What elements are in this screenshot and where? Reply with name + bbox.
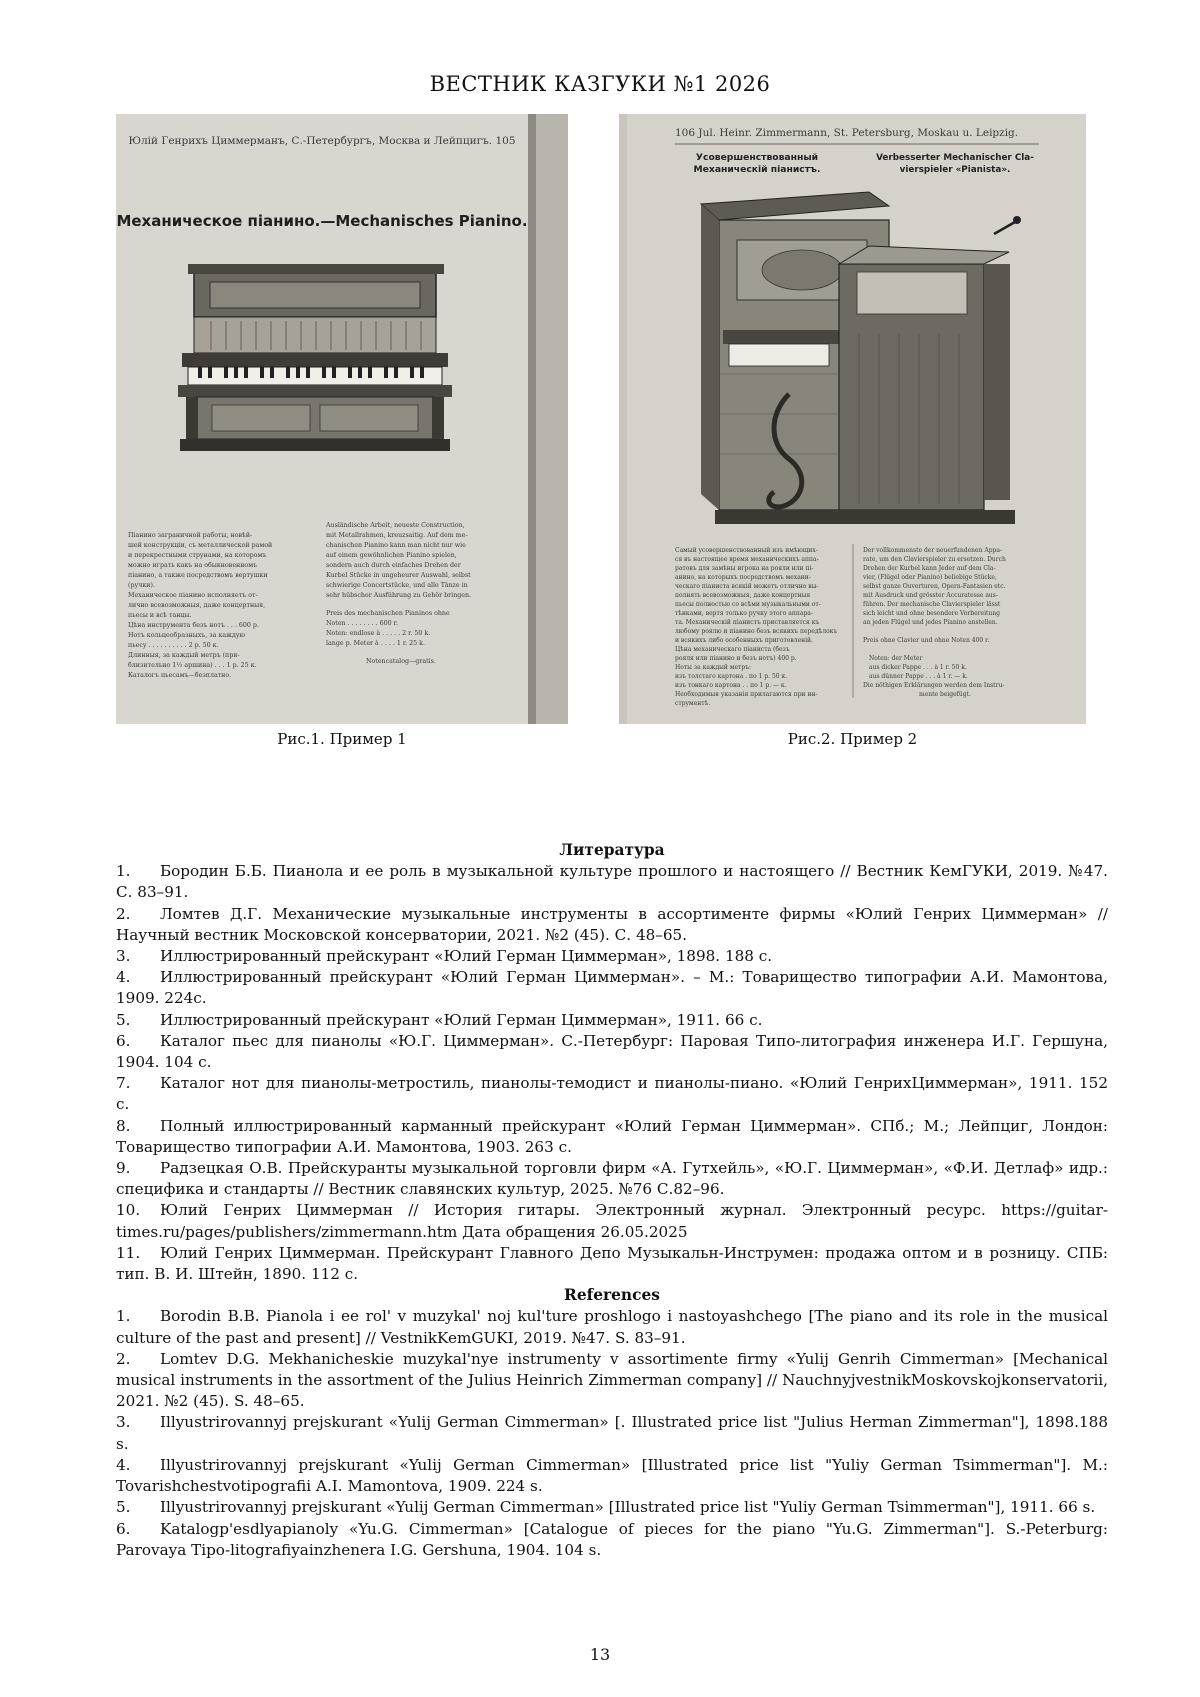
literature-item-text: Иллюстрированный прейскурант «Юлий Герман Циммерман», 1911. 66 с. [160, 1010, 763, 1029]
literature-item-number: 1. [116, 862, 131, 881]
literature-item-text: Ломтев Д.Г. Механические музыкальные инструменты в ассортименте фирмы «Юлий Генрих Циммерман» // Научный вестник Московской консерватории, 2021. №2 (45). С. 48–65. [116, 904, 1108, 944]
scan-running-head: Юлій Генрихъ Циммерманъ, С.-Петербургъ, Москва и Лейпцигъ. 105 [128, 135, 516, 147]
svg-text:можно играть какъ на обыкновен: можно играть какъ на обыкновенномъ [128, 562, 258, 569]
literature-item-text: Иллюстрированный прейскурант «Юлий Герман Циммерман». – М.: Товарищество типографии А.И. Мамонтова, 1909. 224с. [116, 968, 1108, 1008]
scan-title-russian-line-1: Усовершенствованный [695, 152, 819, 163]
svg-text:та. Механическій піанистъ прис: та. Механическій піанистъ приставляется къ [675, 619, 820, 626]
svg-text:Kurbel Stücke in ungeheurer Au: Kurbel Stücke in ungeheurer Auswahl, selbst [326, 572, 471, 579]
svg-text:lange p. Meter à . . . . 1 r.: lange p. Meter à . . . . 1 r. 25 k. [326, 640, 425, 647]
svg-text:піанино, а также посредствомъ: піанино, а также посредствомъ вертушки [128, 572, 268, 579]
reference-item-number: 1. [116, 1307, 131, 1326]
svg-text:Каталогъ пьесамъ—безплатно.: Каталогъ пьесамъ—безплатно. [128, 672, 232, 679]
reference-item-text: Lomtev D.G. Mekhanicheskie muzykal'nye instrumenty v assortimente firmy «Yulij Genrih Cimmerman» [Mechanical musical instruments in the assortment of the Julius Heinrich Zimmerman company] // NauchnyjvestnikMoskovskojkonservatorii, 2021. №2 (45). S. 48–65. [116, 1349, 1108, 1411]
figure-2-photo [619, 114, 1086, 724]
svg-text:Drehen der Kurbel kann Jeder a: Drehen der Kurbel kann Jeder auf dem Cla- [863, 565, 996, 572]
svg-text:Noten: der Meter: Noten: der Meter [869, 655, 923, 662]
svg-text:ческаго піаниста всякій можетъ: ческаго піаниста всякій можетъ отлично вы- [675, 583, 819, 590]
literature-item-text: Иллюстрированный прейскурант «Юлий Герман Циммерман», 1898. 188 с. [160, 947, 773, 966]
svg-text:Цѣна инструмента безъ нотъ . .: Цѣна инструмента безъ нотъ . . . 600 р. [128, 622, 259, 629]
page-fold-shadow [528, 114, 536, 724]
literature-item-number: 4. [116, 968, 131, 987]
svg-text:пьесу . . . . . . . . . . 2 р.: пьесу . . . . . . . . . . 2 р. 50 к. [128, 642, 219, 649]
svg-text:анино, на которыхъ посредством: анино, на которыхъ посредствомъ механи- [675, 574, 811, 581]
literature-item [116, 1158, 1108, 1200]
bibliography [116, 840, 1108, 1561]
svg-text:an jeden Flügel und jedes Pian: an jeden Flügel und jedes Pianino anstellen. [863, 619, 998, 626]
scan-title: Механическое піанино.—Mechanisches Pianino. [116, 212, 528, 230]
reference-item-number: 3. [116, 1413, 131, 1432]
svg-text:rate, um den Clavierspieler zu: rate, um den Clavierspieler zu ersetzen. Durch [863, 556, 1006, 563]
literature-item-text: Юлий Генрих Циммерман. Прейскурант Главного Депо Музыкальн-Инструмен: продажа оптом и в розницу. СПБ: тип. В. И. Штейн, 1890. 112 с. [116, 1243, 1108, 1284]
literature-item-number: 10. [116, 1201, 141, 1220]
svg-text:Noten . . . . . . . . 600 r.: Noten . . . . . . . . 600 r. [326, 620, 398, 627]
reference-item-text: Illyustrirovannyj prejskurant «Yulij German Cimmerman» [Illustrated price list "Yuliy German Tsimmerman"]. M.: Tovarishchestvotipografii A.I. Mamontova, 1909. 224 s. [116, 1455, 1108, 1496]
figure-2-caption: Рис.2. Пример 2 [787, 730, 918, 748]
literature-item-text: Полный иллюстрированный карманный прейскурант «Юлий Герман Циммерман». СПб.; М.; Лейпциг, Лондон: Товарищество типографии А.И. Мамонтова, 1903. 263 с. [116, 1116, 1108, 1156]
reference-item-number: 5. [116, 1498, 131, 1517]
svg-text:лично всевозможныя, даже конце: лично всевозможныя, даже концертныя, [128, 602, 266, 609]
reference-item-number: 6. [116, 1519, 131, 1538]
svg-text:sich leicht und ohne besondere: sich leicht und ohne besondere Vorbereitung [863, 610, 1000, 617]
svg-text:и перекрестными струнами, на к: и перекрестными струнами, на которомъ [128, 552, 267, 559]
svg-text:любому роялю и піанино безъ вс: любому роялю и піанино безъ всякихъ передѣлокъ [675, 628, 838, 635]
figures-row [116, 114, 1086, 804]
literature-item-text: Каталог нот для пианолы-метростиль, пианолы-темодист и пианолы-пиано. «Юлий ГенрихЦиммерман», 1911. 152 с. [116, 1074, 1108, 1114]
svg-text:vier, (Flügel oder Pianino) be: vier, (Flügel oder Pianino) beliebige Stücke, [863, 574, 997, 581]
journal-header: ВЕСТНИК КАЗГУКИ №1 2026 [429, 72, 771, 96]
svg-text:selbst ganze Ouverturen, Opern: selbst ganze Ouverturen, Opern-Fantasien etc. [863, 583, 1006, 590]
svg-text:Длинныя, за каждый метръ (при-: Длинныя, за каждый метръ (при- [128, 652, 240, 659]
reference-item-text: Illyustrirovannyj prejskurant «Yulij German Cimmerman» [. Illustrated price list "Julius Herman Zimmerman"], 1898.188 s. [116, 1413, 1108, 1453]
pianino-engraving [178, 264, 452, 451]
svg-text:sondern auch durch einfaches D: sondern auch durch einfaches Drehen der [326, 562, 461, 569]
reference-item-number: 4. [116, 1455, 131, 1474]
literature-item [116, 967, 1108, 1009]
reference-item [116, 1519, 1108, 1561]
literature-item-number: 6. [116, 1031, 131, 1050]
reference-item-text: Borodin B.B. Pianola i ee rol' v muzykal' noj kul'ture proshlogo i nastoyashchego [The piano and its role in the musical culture of the past and present] // VestnikKemGUKI, 2019. №47. S. 83–91. [116, 1307, 1108, 1347]
literature-item-number: 11. [116, 1243, 141, 1262]
literature-heading: Литература [559, 841, 665, 859]
svg-text:auf einem gewöhnlichen Pianino: auf einem gewöhnlichen Pianino spielen, [326, 552, 457, 559]
reference-item [116, 1455, 1108, 1497]
svg-text:mit Metallrahmen, kreuzsaitig.: mit Metallrahmen, kreuzsaitig. Auf dem me- [326, 532, 468, 539]
svg-text:aus dünner Pappe . . . à 1 r.: aus dünner Pappe . . . à 1 r. — k. [869, 673, 968, 680]
svg-text:пьесы и всѣ танцы.: пьесы и всѣ танцы. [128, 612, 192, 619]
literature-item [116, 1010, 1108, 1031]
literature-item-number: 8. [116, 1116, 131, 1135]
literature-item [116, 1031, 1108, 1073]
literature-item-number: 3. [116, 947, 131, 966]
literature-item [116, 946, 1108, 967]
literature-item-text: Бородин Б.Б. Пианола и ее роль в музыкальной культуре прошлого и настоящего // Вестник КемГУКИ, 2019. №47. С. 83–91. [116, 862, 1108, 902]
scan-running-head: 106 Jul. Heinr. Zimmermann, St. Petersburg, Moskau u. Leipzig. [675, 127, 1019, 139]
svg-text:Preis ohne Clavier und ohne No: Preis ohne Clavier und ohne Noten 400 r. [863, 637, 990, 644]
literature-item-text: Каталог пьес для пианолы «Ю.Г. Циммерман». С.-Петербург: Паровая Типо-литография инженера И.Г. Гершуна, 1904. 104 с. [116, 1031, 1108, 1072]
svg-text:führen. Der mechanische Clavie: führen. Der mechanische Clavierspieler lässt [863, 601, 1001, 608]
svg-text:Preis des mechanischen Pianino: Preis des mechanischen Pianinos ohne [326, 610, 450, 617]
svg-text:Нотъ кольцеобразныхъ, за кажду: Нотъ кольцеобразныхъ, за каждую [128, 632, 246, 639]
svg-text:Піанино заграничной работы, но: Піанино заграничной работы, новѣй- [128, 532, 253, 539]
svg-text:Die nöthigen Erklärungen werde: Die nöthigen Erklärungen werden dem Instru- [863, 682, 1005, 689]
literature-item-number: 7. [116, 1074, 131, 1093]
svg-text:струментѣ.: струментѣ. [675, 700, 711, 707]
page-number: 13 [589, 1645, 611, 1664]
svg-text:schwierige Concertstücke, und: schwierige Concertstücke, und alle Tänze in [326, 582, 468, 589]
svg-text:ся въ настоящее время механиче: ся въ настоящее время механическихъ аппа- [675, 556, 819, 563]
literature-item-text: Радзецкая О.В. Прейскуранты музыкальной торговли фирм «А. Гутхейль», «Ю.Г. Циммерман», «Ф.И. Детлаф» идр.: специфика и стандарты // Вестник славянских культур, 2025. №76 С.82–96. [116, 1159, 1108, 1199]
literature-item [116, 1200, 1108, 1242]
figure-1-caption: Рис.1. Пример 1 [277, 730, 407, 748]
svg-text:Необходимыя указанія прилагают: Необходимыя указанія прилагаются при ин- [675, 691, 818, 698]
svg-text:Самый усовершенствованный изъ: Самый усовершенствованный изъ имѣющих- [675, 547, 818, 554]
svg-text:Noten: endlose à . . . . . 2 r: Noten: endlose à . . . . . 2 r. 50 k. [326, 630, 431, 637]
svg-text:sehr hübscher Ausführung zu Ge: sehr hübscher Ausführung zu Gehör bringen. [326, 592, 472, 599]
literature-item-number: 5. [116, 1010, 131, 1029]
svg-text:и всякихъ либо особенныхъ приг: и всякихъ либо особенныхъ приготовленій. [675, 637, 813, 644]
literature-item [116, 861, 1108, 903]
svg-text:mente beigefügt.: mente beigefügt. [919, 691, 971, 698]
svg-text:полнять всевозможныя, даже кон: полнять всевозможныя, даже концертныя [675, 592, 811, 599]
svg-text:пьесы полностью со всѣми музык: пьесы полностью со всѣми музыкальными от- [675, 601, 821, 608]
literature-item-text: Юлий Генрих Циммерман // История гитары. Электронный журнал. Электронный ресурс. https://guitar-times.ru/pages/publishers/zimmermann.htm Дата обращения 26.05.2025 [116, 1201, 1108, 1241]
svg-text:(ручки).: (ручки). [128, 582, 155, 589]
svg-text:шей конструкціи, съ металличес: шей конструкціи, съ металлической рамой [128, 542, 273, 549]
scan-title-russian-line-2: Механическій піанистъ. [693, 164, 821, 175]
svg-text:изъ толстаго картона . по 1 р.: изъ толстаго картона . по 1 р. 50 к. [675, 673, 788, 680]
svg-text:рояля или піанино и безъ нотъ): рояля или піанино и безъ нотъ) 400 р. [675, 655, 797, 662]
literature-item-number: 9. [116, 1159, 131, 1178]
literature-item [116, 1243, 1108, 1285]
svg-text:chanischen Pianino kann man ni: chanischen Pianino kann man nicht nur wie [326, 542, 466, 549]
svg-text:Механическое піанино исполняет: Механическое піанино исполняетъ от- [128, 592, 258, 599]
reference-item [116, 1412, 1108, 1454]
svg-text:Der vollkommenste der neuerfun: Der vollkommenste der neuerfundenen Appa- [863, 547, 1002, 554]
reference-item [116, 1306, 1108, 1348]
svg-text:близительно 1½ аршина) . . . 1: близительно 1½ аршина) . . . 1 р. 25 к. [128, 662, 257, 669]
svg-text:mit Ausdruck und grösster Accu: mit Ausdruck und grösster Accuratesse aus- [863, 592, 998, 599]
literature-item [116, 1116, 1108, 1158]
svg-text:aus dicker Pappe . . . à 1 r.: aus dicker Pappe . . . à 1 r. 50 k. [869, 664, 967, 671]
scan-title-german-line-2: vierspieler «Pianista». [899, 165, 1011, 175]
reference-item [116, 1349, 1108, 1413]
svg-text:изъ тонкаго картона . . по 1 р: изъ тонкаго картона . . по 1 р. — к. [675, 682, 787, 689]
svg-text:тѣнками, вертя только ручку эт: тѣнками, вертя только ручку этого аппара- [675, 610, 813, 617]
reference-item-text: Illyustrirovannyj prejskurant «Yulij German Cimmerman» [Illustrated price list "Yuliy German Tsimmerman"], 1911. 66 s. [160, 1498, 1096, 1517]
svg-text:Ноты за каждый метръ:: Ноты за каждый метръ: [675, 664, 752, 671]
reference-item-number: 2. [116, 1349, 131, 1368]
literature-item-number: 2. [116, 904, 131, 923]
figure-1-photo [116, 114, 568, 724]
svg-text:Notencatalog—gratis.: Notencatalog—gratis. [366, 658, 436, 665]
reference-item [116, 1497, 1108, 1518]
svg-text:ратовъ для замѣны игрока на ро: ратовъ для замѣны игрока на рояли или пі- [675, 565, 814, 572]
svg-text:Цѣна механическаго піаниста (б: Цѣна механическаго піаниста (безъ [675, 646, 790, 653]
figure-1 [116, 114, 568, 748]
literature-item [116, 904, 1108, 946]
svg-text:Ausländische Arbeit, neueste C: Ausländische Arbeit, neueste Construction, [326, 522, 465, 529]
literature-item [116, 1073, 1108, 1115]
figure-2 [619, 114, 1086, 748]
scan-title-german-line-1: Verbesserter Mechanischer Cla- [876, 153, 1034, 163]
references-heading: References [564, 1286, 660, 1305]
reference-item-text: Katalogp'esdlyapianoly «Yu.G. Cimmerman» [Catalogue of pieces for the piano "Yu.G. Zimmerman"]. S.-Peterburg: Parovaya Tipo-litografiyainzhenera I.G. Gershuna, 1904. 104 s. [116, 1519, 1108, 1559]
